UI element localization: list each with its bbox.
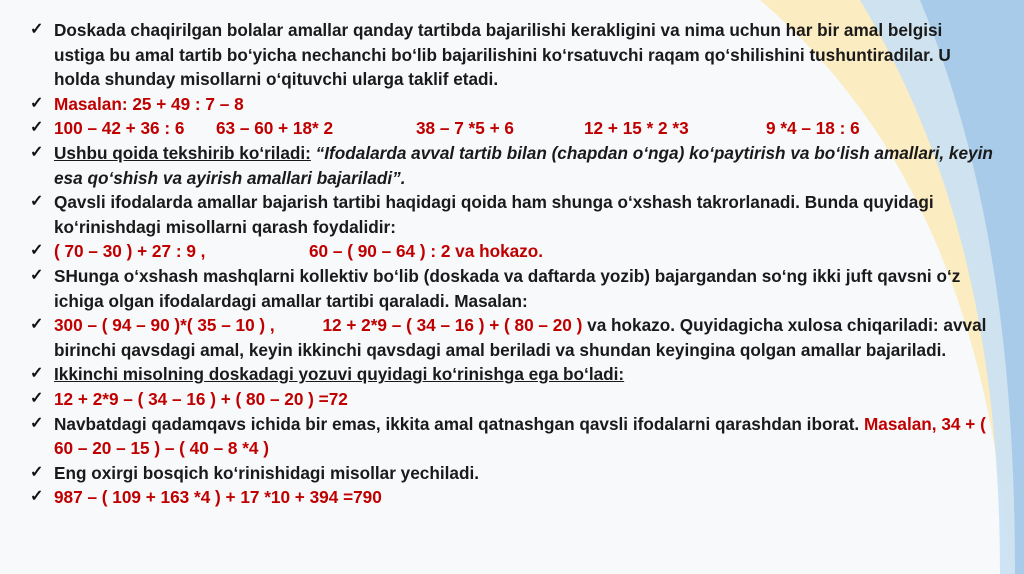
bullet-list [30, 18, 995, 510]
item-text: 12 + 2*9 – ( 34 – 16 ) + ( 80 – 20 ) =72 [54, 388, 348, 409]
list-item [30, 412, 995, 461]
check-icon: ✓ [30, 414, 44, 432]
expression: 12 + 15 * 2 *3 [584, 118, 689, 139]
check-icon: ✓ [30, 119, 44, 137]
list-item [30, 461, 995, 486]
expression: 63 – 60 + 18* 2 [216, 118, 334, 139]
check-icon: ✓ [30, 266, 44, 284]
check-icon: ✓ [30, 193, 44, 211]
rule-text: “Ifodalarda avval tartib bilan (chapdan o‘nga) ko‘paytirish va bo‘lish amallari, keyin esa qo‘shish va ayirish amallari bajariladi”. [54, 142, 993, 188]
expression: 60 – ( 90 – 64 ) : 2 va hokazo. [309, 241, 544, 262]
list-item [30, 362, 995, 387]
item-text: Masalan: 25 + 49 : 7 – 8 [54, 93, 244, 114]
expression-row [54, 239, 995, 264]
list-item [30, 141, 995, 190]
expression: 100 – 42 + 36 : 6 [54, 118, 185, 139]
list-item [30, 264, 995, 313]
check-icon: ✓ [30, 94, 44, 112]
expression-row [54, 116, 995, 141]
check-icon: ✓ [30, 242, 44, 260]
list-item [30, 485, 995, 510]
expression: 9 *4 – 18 : 6 [766, 118, 860, 139]
expression: 300 – ( 94 – 90 )*( 35 – 10 ) , 12 + 2*9 – ( 34 – 16 ) + ( 80 – 20 ) [54, 315, 583, 336]
item-text: 987 – ( 109 + 163 *4 ) + 17 *10 + 394 =790 [54, 487, 382, 508]
item-text: Doskada chaqirilgan bolalar amallar qanday tartibda bajarilishi kerakligini va nima uchun har bir amal belgisi ustiga bu amal tartib bo‘yicha nechanchi bo‘lib bajarilishini ko‘rsatuvchi raqam qo‘shilishini tushuntiradilar. U holda shunday misollarni o‘qituvchi ularga taklif etadi. [54, 20, 951, 90]
list-item [30, 190, 995, 239]
check-icon: ✓ [30, 488, 44, 506]
item-text: Eng oxirgi bosqich ko‘rinishidagi misollar yechiladi. [54, 462, 480, 483]
list-item [30, 92, 995, 117]
item-text: Navbatdagi qadamqavs ichida bir emas, ikkita amal qatnashgan qavsli ifodalarni qarashdan iborat. [54, 413, 864, 434]
expression: ( 70 – 30 ) + 27 : 9 , [54, 241, 206, 262]
list-item [30, 239, 995, 264]
item-text: va hokazo. Quyidagicha xulosa chiqariladi: avval birinchi qavsdagi amal, keyin ikkinchi qavsdagi amal beriladi va shundan keyingina qolgan amallar bajariladi. [54, 315, 987, 360]
list-item [30, 387, 995, 412]
item-text: Qavsli ifodalarda amallar bajarish tartibi haqidagi qoida ham shunga o‘xshash takrorlanadi. Bunda quyidagi ko‘rinishdagi misollarni qarash foydalidir: [54, 192, 934, 237]
check-icon: ✓ [30, 21, 44, 38]
check-icon: ✓ [30, 463, 44, 481]
list-item [30, 116, 995, 141]
expression: Masalan, 34 + ( 60 – 20 – 15 ) – ( 40 – 8 *4 ) [54, 413, 986, 459]
item-text: Ikkinchi misolning doskadagi yozuvi quyidagi ko‘rinishga ega bo‘ladi: [54, 364, 625, 385]
expression: 38 – 7 *5 + 6 [416, 118, 514, 139]
list-item [30, 313, 995, 362]
item-text: SHunga o‘xshash mashqlarni kollektiv bo‘lib (doskada va daftarda yozib) bajargandan so‘ng ikki juft qavsni o‘z ichiga olgan ifodalardagi amallar tartibi qaraladi. Masalan: [54, 265, 961, 311]
check-icon: ✓ [30, 316, 44, 334]
check-icon: ✓ [30, 143, 44, 161]
list-item [30, 18, 995, 92]
check-icon: ✓ [30, 389, 44, 407]
check-icon: ✓ [30, 365, 44, 383]
rule-lead: Ushbu qoida tekshirib ko‘riladi: [54, 142, 311, 163]
